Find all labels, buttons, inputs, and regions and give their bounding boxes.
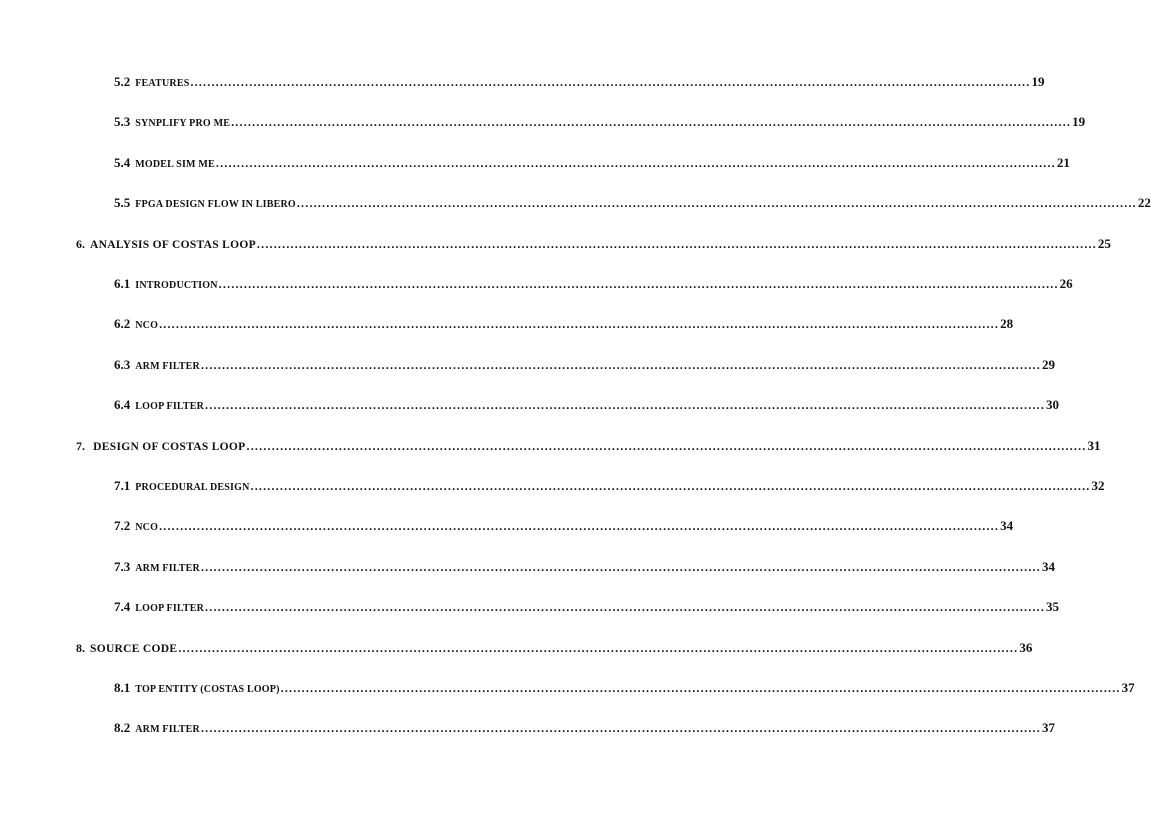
toc-entry-title: ARM FILTER	[135, 724, 200, 736]
toc-entry-title: TOP ENTITY (COSTAS LOOP)	[135, 684, 280, 695]
toc-entry-title: FPGA DESIGN FLOW IN LIBERO	[135, 199, 296, 211]
toc-entry-title: LOOP FILTER	[135, 603, 205, 615]
toc-entry-number: 7.2	[114, 518, 131, 534]
toc-dot-leader: ........................................................................................................................................................................................................	[250, 479, 1091, 493]
toc-entry-title: ARM FILTER	[135, 360, 200, 372]
toc-dot-leader: ........................................................................................................................................................................................................	[205, 600, 1046, 615]
toc-entry-title: NCO	[135, 522, 159, 534]
toc-entry-title: DESIGN OF COSTAS LOOP	[90, 440, 246, 453]
toc-dot-leader: ........................................................................................................................................................................................................	[231, 115, 1072, 130]
toc-entry-number: 6.4	[114, 397, 131, 413]
toc-entry[interactable]	[114, 154, 1070, 171]
toc-dot-leader: ........................................................................................................................................................................................................	[205, 398, 1046, 413]
toc-entry-page-number: 34	[1000, 518, 1014, 534]
toc-entry[interactable]	[114, 114, 1086, 130]
toc-entry-page-number: 37	[1121, 680, 1135, 695]
toc-entry[interactable]	[114, 316, 1014, 332]
toc-dot-leader: ........................................................................................................................................................................................................	[280, 681, 1121, 695]
toc-entry-number: 5.3	[114, 114, 131, 130]
toc-entry-number: 8.1	[114, 680, 131, 695]
toc-entry-number: 5.4	[114, 154, 131, 170]
toc-entry[interactable]	[76, 235, 1111, 252]
toc-entry[interactable]	[76, 639, 1033, 656]
toc-entry-number: 8.2	[114, 720, 131, 736]
toc-entry-number: 7.4	[114, 599, 131, 615]
toc-entry[interactable]	[76, 437, 1101, 454]
toc-entry[interactable]	[114, 518, 1014, 534]
toc-dot-leader: ........................................................................................................................................................................................................	[200, 721, 1041, 736]
toc-dot-leader: ........................................................................................................................................................................................................	[190, 75, 1031, 89]
toc-entry[interactable]	[114, 558, 1055, 575]
toc-entry-number: 6.2	[114, 316, 131, 332]
toc-entry-title: SYNPLIFY PRO ME	[135, 118, 231, 130]
toc-entry-page-number: 35	[1046, 599, 1060, 615]
toc-entry-page-number: 22	[1137, 195, 1151, 211]
toc-entry-page-number: 28	[1000, 316, 1014, 332]
toc-entry-number: 7.3	[114, 558, 131, 574]
toc-entry-number: 6.1	[114, 276, 131, 291]
toc-dot-leader: ........................................................................................................................................................................................................	[159, 519, 1000, 534]
toc-entry-page-number: 31	[1087, 437, 1101, 453]
toc-dot-leader: ........................................................................................................................................................................................................	[200, 559, 1041, 574]
toc-entry[interactable]	[114, 720, 1055, 736]
toc-dot-leader: ........................................................................................................................................................................................................	[159, 317, 1000, 332]
toc-dot-leader: ........................................................................................................................................................................................................	[178, 640, 1019, 655]
toc-dot-leader: ........................................................................................................................................................................................................	[246, 438, 1087, 453]
toc-entry-title: INTRODUCTION	[135, 280, 218, 291]
toc-entry-page-number: 37	[1041, 720, 1055, 736]
toc-entry-page-number: 34	[1041, 558, 1055, 574]
toc-entry-title: PROCEDURAL DESIGN	[135, 482, 250, 493]
toc-entry[interactable]	[114, 195, 1151, 211]
toc-entry-title: SOURCE CODE	[90, 642, 178, 655]
toc-entry-page-number: 19	[1031, 74, 1045, 89]
toc-entry[interactable]	[114, 356, 1055, 373]
toc-entry-number: 7.	[76, 438, 85, 453]
toc-dot-leader: ........................................................................................................................................................................................................	[296, 196, 1137, 211]
toc-entry[interactable]	[114, 680, 1135, 696]
toc-entry-number: 5.2	[114, 74, 131, 89]
toc-dot-leader: ........................................................................................................................................................................................................	[200, 357, 1041, 372]
toc-entry-page-number: 32	[1091, 478, 1105, 493]
toc-entry[interactable]	[114, 599, 1060, 615]
toc-entry-number: 5.5	[114, 195, 131, 211]
toc-entry-page-number: 21	[1056, 154, 1070, 170]
toc-entry-title: FEATURES	[135, 78, 190, 89]
toc-entry-page-number: 26	[1059, 276, 1073, 291]
toc-dot-leader: ........................................................................................................................................................................................................	[218, 277, 1059, 291]
toc-entry-page-number: 30	[1046, 397, 1060, 413]
toc-entry-page-number: 36	[1019, 639, 1033, 655]
toc-entry[interactable]	[114, 74, 1045, 90]
toc-entry-page-number: 19	[1072, 114, 1086, 130]
toc-entry-page-number: 25	[1097, 235, 1111, 251]
toc-entry-title: NCO	[135, 320, 159, 332]
toc-entry-page-number: 29	[1041, 356, 1055, 372]
toc-entry-title: LOOP FILTER	[135, 401, 205, 413]
toc-entry-number: 6.	[76, 236, 85, 251]
toc-entry[interactable]	[114, 276, 1073, 292]
toc-entry[interactable]	[114, 478, 1105, 494]
toc-entry-title: MODEL SIM ME	[135, 158, 215, 170]
toc-entry-number: 6.3	[114, 356, 131, 372]
toc-dot-leader: ........................................................................................................................................................................................................	[256, 236, 1097, 251]
toc-entry-title: ARM FILTER	[135, 562, 200, 574]
toc-dot-leader: ........................................................................................................................................................................................................	[215, 155, 1056, 170]
toc-entry-title: ANALYSIS OF COSTAS LOOP	[90, 238, 256, 251]
toc-entry-number: 7.1	[114, 478, 131, 493]
toc-entry[interactable]	[114, 397, 1060, 413]
toc-entry-number: 8.	[76, 640, 85, 655]
